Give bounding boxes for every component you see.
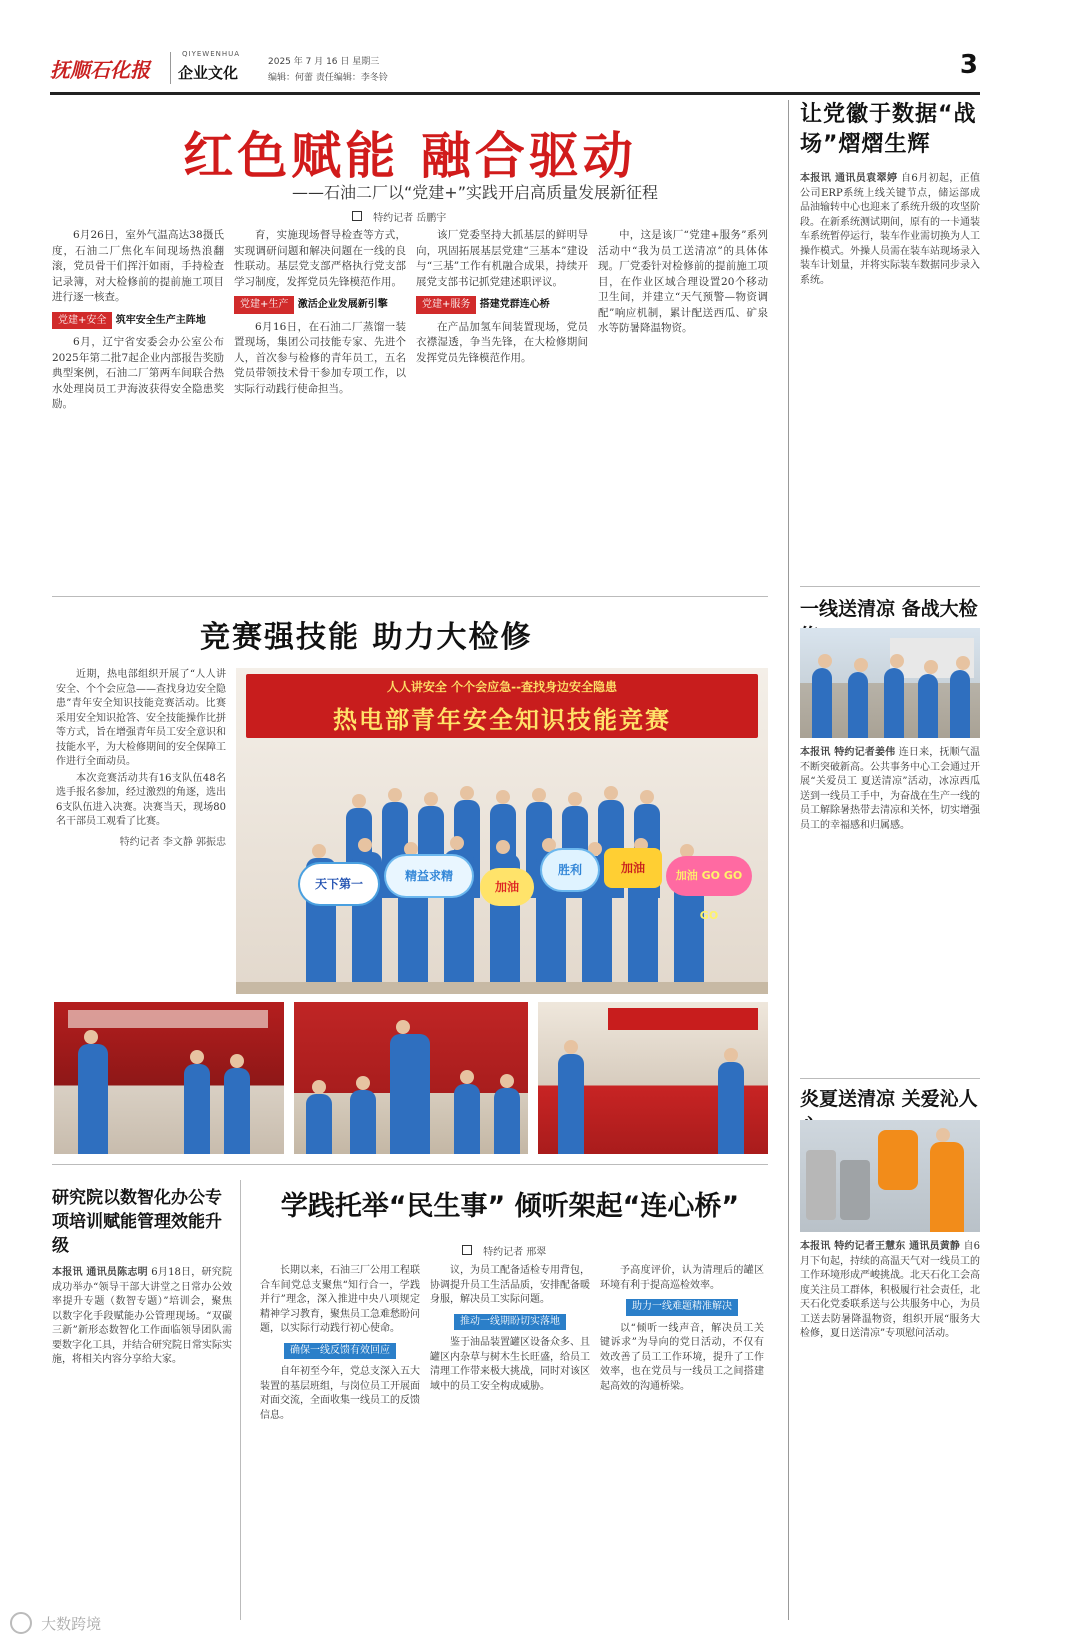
masthead-divider — [170, 52, 171, 84]
research-title: 研究院以数智化办公专项培训赋能管理效能升级 — [52, 1188, 222, 1256]
contest-main-photo — [236, 668, 768, 994]
minsheng-col-2-p2: 鉴于油品装置罐区设备众多、且罐区内杂草与树木生长旺盛，给员工清理工作带来极大挑战，同时对该区域中的员工安全构成威胁。 — [430, 1337, 590, 1392]
sign-3: 加油 — [480, 868, 534, 906]
watermark — [10, 1612, 101, 1636]
lead-col-2-p2: 6月16日，在石油二厂蒸馏一装置现场，集团公司技能专家、先进个人，首次参与检修的青年员工，五名党员带领技术骨干参加专项工作，以实际行动践行使命担当。 — [234, 320, 406, 395]
lead-col-3-p2: 在产品加氢车间装置现场，党员衣襟湿透，争当先锋，在大检修期间发挥党员先锋模范作用。 — [416, 320, 588, 364]
research-divider — [240, 1180, 241, 1620]
research-byline: 本报讯 通讯员陈志明 — [52, 1267, 148, 1278]
contest-byline: 特约记者 李文静 郭振忠 — [119, 836, 226, 848]
lead-byline-text: 特约记者 岳鹏宇 — [373, 213, 447, 224]
masthead-rule — [50, 92, 980, 95]
minsheng-col-2 — [430, 1264, 590, 1614]
lead-col-1-p2: 6月，辽宁省安委会办公室公布2025年第二批7起企业内部报告奖励典型案例，石油二厂第两车间联合热水处理岗员工尹海波获得安全隐患奖励。 — [52, 336, 224, 410]
sidebar — [800, 100, 980, 1620]
tag-party-service-title: 搭建党群连心桥 — [479, 299, 550, 310]
sidebar-story-2-title: 一线送清凉 备战大检 — [800, 598, 978, 620]
sidebar-story-1-body-wrap — [800, 172, 980, 572]
page-number: 3 — [959, 50, 978, 80]
contest-body-p1: 近期，热电部组织开展了“人人讲安全、个个会应急——查找身边安全隐患”青年安全知识技能竞赛活动。比赛采用安全知识抢答、安全技能操作比拼等方式，旨在增强青年员工安全意识和技能水平，为大检修期间的安全保障工作进行全面动员。 — [56, 669, 226, 767]
lead-col-2 — [234, 228, 406, 588]
tag-party-safety-title: 筑牢安全生产主阵地 — [115, 314, 206, 326]
sidebar-story-2-body: 连日来，抚顺气温不断突破新高。公共事务中心工会通过开展“关爱员工 夏送清凉”活动，冰凉西瓜送到一线员工手中，为奋战在生产一线的员工解除暑热带去清凉和关怀，切实增强员工的幸福感和归属感。 — [800, 747, 980, 831]
minsheng-col-3-p2: 以“倾听一线声音，解决员工关键诉求”为导向的党日活动，不仅有效改善了员工工作环境，提升了工作效率，也在党员与一线员工之间搭建起高效的沟通桥梁。 — [600, 1322, 764, 1392]
minsheng-story — [252, 1184, 768, 1624]
minsheng-tag-2: 推动一线期盼切实落地 — [454, 1314, 566, 1331]
minsheng-byline-wrap — [462, 1240, 546, 1259]
masthead — [50, 48, 980, 90]
contest-body-p2: 本次竞赛活动共有16支队伍48名选手报名参加，经过激烈的角逐，选出6支队伍进入决赛。决赛当天，现场80名干部员工观看了比赛。 — [56, 772, 226, 827]
lead-col-3-p1: 该厂党委坚持大抓基层的鲜明导向，巩固拓展基层党建“三基本”建设与“三基”工作有机融合成果，持续开展党支部书记抓党建述职评议。 — [416, 229, 588, 288]
watermark-text: 大数跨境 — [41, 1614, 102, 1633]
lead-col-3 — [416, 228, 588, 588]
tag-party-service: 党建+服务 — [416, 296, 476, 314]
lead-col-1 — [52, 228, 224, 588]
research-body: 6月18日，研究院成功举办“领导干部大讲堂之日常办公效率提升专题（数智专题）”培训会，聚焦以数字化手段赋能办公管理现场。“双碳三新”新形态数智化工作面临领导团队需要数字化工具，并结合研究院日常实际实施，将相关内容分享给大家。 — [52, 1267, 232, 1365]
tag-party-production: 党建+生产 — [234, 296, 294, 314]
minsheng-col-2-p1: 议，为员工配备适检专用背包，协调提升员工生活品质，安排配备暖身服，解决员工实际问题。 — [430, 1265, 590, 1305]
tag-party-safety: 党建+安全 — [52, 312, 112, 330]
minsheng-col-1 — [260, 1264, 420, 1614]
square-icon — [352, 211, 362, 221]
sidebar-divider — [788, 100, 789, 1620]
contest-banner — [246, 674, 758, 738]
sidebar-story-3-body: 自6月下旬起，持续的高温天气对一线员工的工作环境形成严峻挑战。北天石化工会高度关注员工群体，积极履行社会责任，北天石化党委联系送与公共服务中心，为员工送去防暑降温物资，组织开展“服务大检修，夏日送清凉”专项慰问活动。 — [800, 1241, 980, 1339]
sign-6: 加油 GO GO GO — [666, 856, 752, 896]
minsheng-col-3-p1: 予高度评价，认为清理后的罐区环境有利于提高巡检效率。 — [600, 1265, 764, 1291]
sign-5: 加油 — [604, 848, 662, 888]
sidebar-story-1-byline: 本报讯 通讯员袁翠婷 — [800, 173, 898, 184]
lead-story — [52, 102, 768, 592]
minsheng-col-1-p2: 自年初至今年，党总支深入五大装置的基层班组，与岗位员工开展面对面交流，全面收集一线员工的反馈信息。 — [260, 1366, 420, 1421]
contest-photo-2 — [54, 1002, 284, 1154]
research-story — [52, 1186, 232, 1616]
sidebar-story-1-body: 自6月初起，正值公司ERP系统上线关键节点，储运部成品油输转中心也迎来了系统升级的攻坚阶段。在新系统测试期间，原有的一卡通装车系统暂停运行，装车作业需切换为人工操作模式。外操人员需在装车站现场录入装车计划量，并将实际装车数据同步录入系统。 — [800, 173, 980, 286]
date-line: 2025 年 7 月 16 日 星期三 — [268, 57, 380, 67]
contest-divider — [52, 1164, 768, 1165]
contest-photo-4 — [538, 1002, 768, 1154]
sign-4: 胜利 — [542, 850, 598, 890]
paper-name: 抚顺石化报 — [50, 58, 150, 82]
sign-2: 精益求精 — [386, 856, 472, 896]
sidebar-story-3-photo — [800, 1120, 980, 1232]
lead-title: 红色赋能 融合驱动 — [183, 127, 637, 185]
watermark-logo-icon — [10, 1612, 32, 1634]
sidebar-story-1-title: 让党徽于数据“战场”熠熠生辉 — [800, 102, 977, 157]
lead-col-2-p1: 育，实施现场督导检查等方式，实现调研问题和解决问题在一线的良性联动。基层党支部严格执行党支部学习制度，发挥党员先锋模范作用。 — [234, 229, 406, 288]
lead-col-4-p1: 中，这是该厂“党建+服务”系列活动中“我为员工送清凉”的具体体现。厂党委针对检修前的提前施工项目，在作业区域合理设置20个移动卫生间，并建立“天气预警—物资调配”响应机制，累计配送西瓜、矿泉水等防暑降温物资。 — [598, 229, 768, 334]
minsheng-tag-3: 助力一线难题精准解决 — [626, 1299, 738, 1316]
square-icon — [462, 1245, 472, 1255]
lead-byline — [352, 206, 446, 225]
tag-party-production-title: 激活企业发展新引擎 — [297, 299, 388, 310]
sidebar-story-3-title: 炎夏送清凉 关爱沁人 — [800, 1088, 978, 1110]
sidebar-story-2-photo — [800, 628, 980, 738]
research-body-wrap — [52, 1266, 232, 1616]
sidebar-story-3-byline: 本报讯 特约记者王慧东 通讯员黄静 — [800, 1241, 961, 1252]
contest-banner-top: 人人讲安全 个个会应急--查找身边安全隐患 — [386, 680, 618, 694]
section-pinyin: QIYEWENHUA — [182, 50, 241, 58]
minsheng-title: 学践托举“民生事” 倾听架起“连心桥” — [280, 1191, 740, 1222]
lead-col-1-p1: 6月26日，室外气温高达38摄氏度，石油二厂焦化车间现场热浪翻滚，党员骨干们挥汗如雨，手持检查记录簿，对大检修前的提前施工项目进行逐一核查。 — [52, 229, 224, 303]
sidebar-story-2-byline: 本报讯 特约记者姜伟 — [800, 747, 896, 758]
minsheng-byline: 特约记者 邢翠 — [483, 1247, 547, 1258]
contest-title: 竞赛强技能 助力大检修 — [200, 620, 533, 655]
lead-subtitle: ——石油二厂以“党建+”实践开启高质量发展新征程 — [292, 183, 658, 202]
floor — [236, 982, 768, 994]
sidebar-story-2-body-wrap — [800, 746, 980, 1076]
minsheng-col-1-p1: 长期以来，石油三厂公用工程联合车间党总支聚焦“知行合一，学践并行”理念，深入推进中央八项规定精神学习教育，聚焦员工急难愁盼问题，以实际行动践行初心使命。 — [260, 1265, 420, 1334]
lead-divider — [52, 596, 768, 597]
contest-banner-main: 热电部青年安全知识技能竞赛 — [333, 706, 671, 734]
contest-photo-3 — [294, 1002, 528, 1154]
sidebar-story-3-body-wrap — [800, 1240, 980, 1615]
section-name: 企业文化 — [178, 64, 239, 82]
lead-col-4 — [598, 228, 768, 588]
minsheng-col-3 — [600, 1264, 764, 1614]
contest-body — [56, 668, 226, 988]
editor-line: 编辑：何蕾 责任编辑：李冬铃 — [268, 73, 388, 83]
minsheng-tag-1: 确保一线反馈有效回应 — [284, 1343, 396, 1360]
sign-1: 天下第一 — [300, 864, 378, 904]
